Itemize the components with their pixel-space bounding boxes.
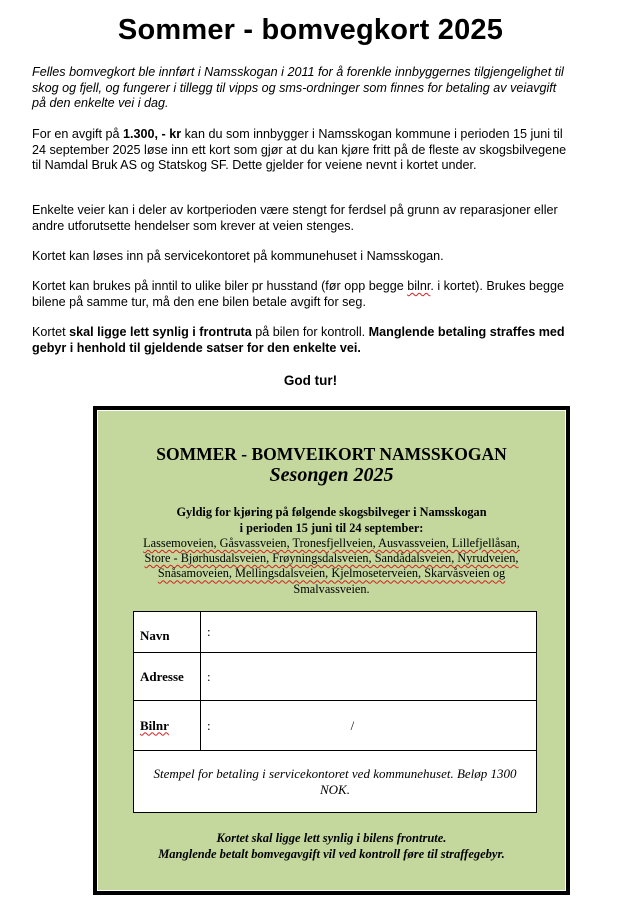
form-row-name (134, 612, 537, 653)
card-form (133, 611, 537, 813)
address-colon: : (207, 668, 211, 684)
car-slash: / (350, 717, 355, 733)
road-line-1: Lassemoveien, Gåsvassveien, Tronesfjellveien, Ausvassveien, Lillefjellåsan, (143, 536, 520, 550)
visible-bold-2: Manglende betaling straffes med gebyr i henhold til gjeldende satser for den enkelte vei. (32, 325, 565, 355)
office-paragraph: Kortet kan løses inn på servicekontoret på kommunehuset i Namsskogan. (32, 249, 444, 263)
address-field[interactable] (201, 653, 537, 701)
card-subtitle: Sesongen 2025 (269, 464, 394, 486)
god-tur: God tur! (283, 373, 338, 388)
price-text-pre: For en avgift på (32, 127, 124, 141)
visible-text-mid: på bilen for kontroll. (251, 325, 369, 339)
car-label-cell (134, 701, 201, 751)
name-label: Navn (134, 612, 201, 653)
name-field[interactable] (201, 612, 537, 653)
cars-text-post: . i kortet). Brukes begge bilene på samme tur, må den ene bilen betale avgift for seg. (32, 279, 565, 309)
visible-text-pre: Kortet (32, 325, 70, 339)
form-row-address (134, 653, 537, 701)
document-title: Sommer - bomvegkort 2025 (117, 14, 504, 46)
stamp-note: Stempel for betaling i servicekontoret ved kommunehuset. Beløp 1300 NOK. (134, 751, 537, 813)
car-label: Bilnr (140, 717, 169, 733)
toll-card-body (97, 410, 566, 891)
name-colon: : (207, 624, 211, 639)
footer-line-2: Manglende betalt bomvegavgift vil ved kontroll føre til straffegebyr. (158, 846, 505, 861)
card-validity (98, 505, 565, 536)
visible-bold-1: skal ligge lett synlig i frontruta (69, 325, 252, 339)
price-amount: 1.300, - kr (123, 127, 182, 141)
price-paragraph (32, 127, 572, 174)
road-list (118, 536, 545, 597)
road-line-4: Smalvassveien. (293, 581, 370, 596)
car-colon: : (207, 717, 211, 733)
cars-word: bilnr (407, 279, 431, 293)
road-line-3: Snåsamoveien, Mellingsdalsveien, Kjelmoseterveien, Skarvåsveien og (157, 566, 506, 581)
price-text-post: kan du som innbygger i Namsskogan kommune i perioden 15 juni til 24 september 2025 løse inn ett kort som gjør at du kan kjøre fritt på de fleste av skogsbilvegene til Namdal Bruk AS og Statskog SF. Dette gjelder for veiene nevnt i kortet under. (32, 127, 567, 173)
cars-text-pre: Kortet kan brukes på inntil to ulike biler pr husstand (før opp begge (32, 279, 408, 293)
card-footer (98, 831, 565, 862)
form-row-stamp (134, 751, 537, 813)
car-field[interactable] (201, 701, 537, 751)
cars-paragraph (32, 279, 572, 310)
closure-paragraph: Enkelte veier kan i deler av kortperioden være stengt for ferdsel på grunn av reparasjoner eller andre utforutsette hendelser som krever at veien stenges. (32, 203, 558, 233)
address-label: Adresse (134, 653, 201, 701)
card-title: SOMMER - BOMVEIKORT NAMSSKOGAN (156, 444, 507, 464)
road-line-2: Store - Bjørhusdalsveien, Frøyningsdalsveien, Sandådalsveien, Nyrudveien, (144, 551, 519, 566)
footer-line-1: Kortet skal ligge lett synlig i bilens frontrute. (216, 831, 447, 845)
valid-line-2: i perioden 15 juni til 24 september: (239, 520, 424, 535)
valid-line-1: Gyldig for kjøring på følgende skogsbilveger i Namsskogan (176, 505, 487, 519)
form-row-car (134, 701, 537, 751)
toll-card (93, 406, 570, 895)
intro-paragraph: Felles bomvegkort ble innført i Namsskogan i 2011 for å forenkle innbyggernes tilgjengelighet til skog og fjell, og fungerer i tillegg til vipps og sms-ordninger som finnes for betaling av veiavgift på den enkelte vei i dag. (32, 65, 564, 111)
visibility-paragraph (32, 325, 572, 356)
